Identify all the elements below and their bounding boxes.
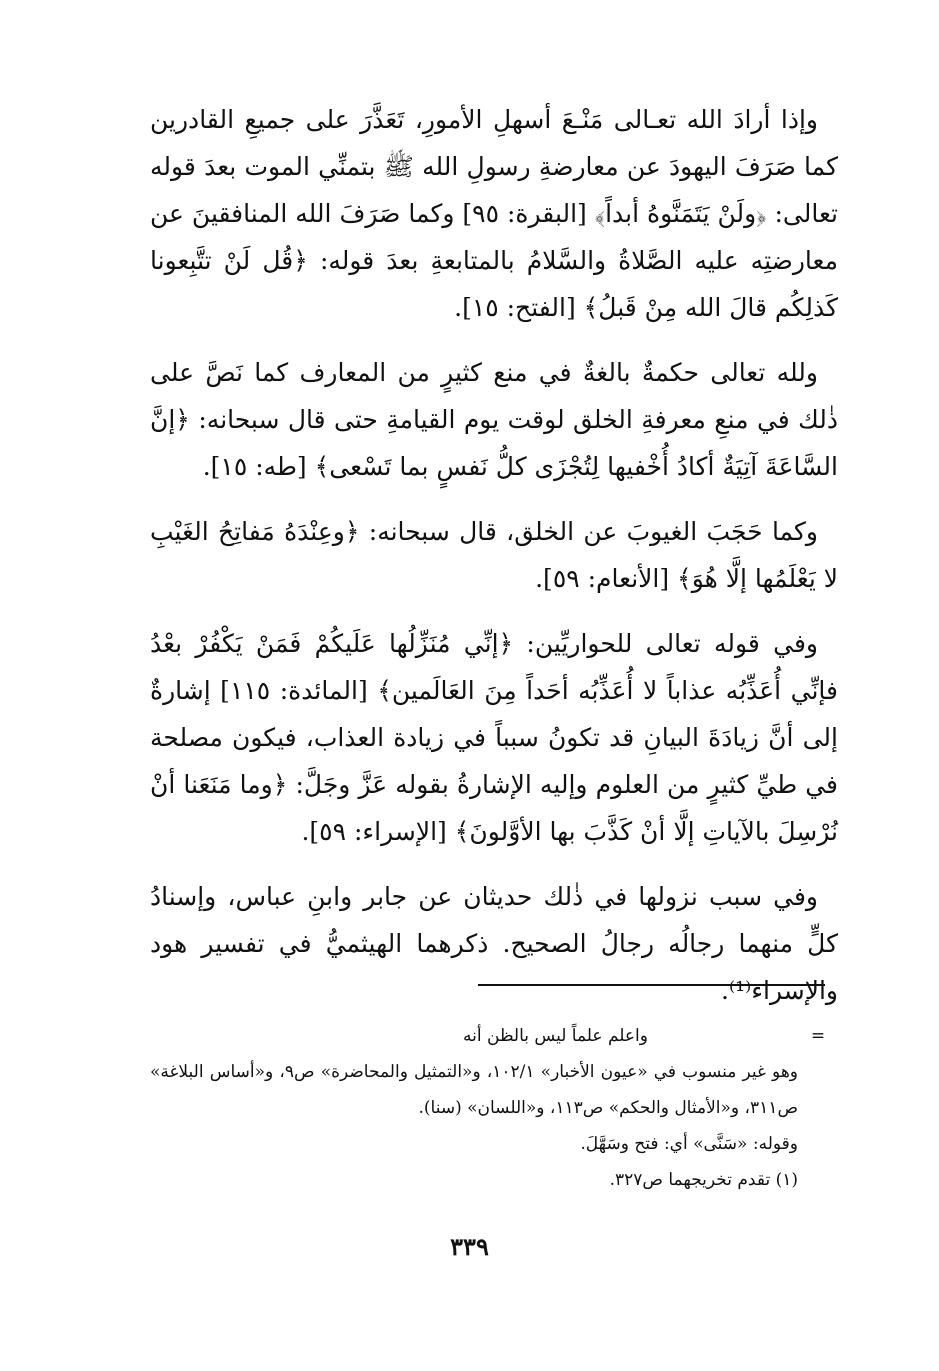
paragraph: وكما حَجَبَ الغيوبَ عن الخلق، قال سبحانه: ﴿وعِنْدَهُ مَفاتِحُ الغَيْبِ لا يَعْلَمُها إلَّا هُوَ﴾ [الأنعام: ٥٩]. [150,517,838,593]
footnote-1: (١) تقدم تخريجهما ص٣٢٧. [609,1170,798,1190]
footnote-source: وهو غير منسوب في «عيون الأخبار» ١٠٢/١، و«التمثيل والمحاضرة» ص٩، و«أساس البلاغة» ص٣١١، و«الأمثال والحكم» ص١١٣، و«اللسان» (سنا). [150,1062,798,1118]
footnote-gloss: وقوله: «سَنَّى» أي: فتح وسَهَّلَ. [580,1134,798,1154]
page-number: ٣٣٩ [450,1232,489,1261]
paragraph: وفي سبب نزولها في ذٰلك حديثان عن جابر وابنِ عباس، وإسنادُ كلٍّ منهما رجالُه رجالُ الصحيح. ذكرهما الهيثميُّ في تفسير هود والإسراء⁽¹⁾. [150,882,838,1005]
main-text [150,96,838,1014]
footnotes [150,1018,838,1198]
paragraph: وإذا أرادَ الله تعـالى مَنْـعَ أسهلِ الأمورِ، تَعَذَّرَ على جميعِ القادرين كما صَرَفَ اليهودَ عن معارضةِ رسولِ الله ﷺ بتمنِّي الموت بعدَ قوله تعالى: ﴿ولَنْ يَتَمَنَّوهُ أبداً﴾ [البقرة: ٩٥] وكما صَرَفَ الله المنافقينَ عن معارضتِه عليه الصَّلاةُ والسَّلامُ بالمتابعةِ بعدَ قوله: ﴿قُل لَنْ تتَّبِعونا كَذلِكُم قالَ الله مِنْ قَبلُ﴾ [الفتح: ١٥]. [150,105,838,322]
footnote-verse-row [150,1018,838,1054]
footnote-divider [478,984,825,986]
paragraph: ولله تعالى حكمةٌ بالغةٌ في منع كثيرٍ من المعارف كما نَصَّ على ذٰلك في منعِ معرفةِ الخلق لوقت يوم القيامةِ حتى قال سبحانه: ﴿إنَّ السَّاعَةَ آتِيَةٌ أكادُ أُخْفيها لِتُجْزَى كلُّ نَفسٍ بما تَسْعى﴾ [طه: ١٥]. [150,358,838,481]
footnote-verse: واعلم علماً ليس بالظن أنه [463,1026,648,1046]
paragraph: وفي قوله تعالى للحواريِّين: ﴿إنِّي مُنَزِّلُها عَلَيكُمْ فَمَنْ يَكْفُرْ بعْدُ فإنِّي أُعَذِّبُه عذاباً لا أُعَذِّبُه أحَداً مِنَ العَالَمين﴾ [المائدة: ١١٥] إشارةٌ إلى أنَّ زيادَةَ البيانِ قد تكونُ سبباً في زيادة العذاب، فيكون مصلحة في طيِّ كثيرٍ من العلوم وإليه الإشارةُ بقوله عَزَّ وجَلَّ: ﴿وما مَنَعَنا أنْ نُرْسِلَ بالآياتِ إلَّا أنْ كَذَّبَ بها الأوَّلونَ﴾ [الإسراء: ٥٩]. [150,629,838,846]
continuation-marker: = [810,1026,826,1046]
